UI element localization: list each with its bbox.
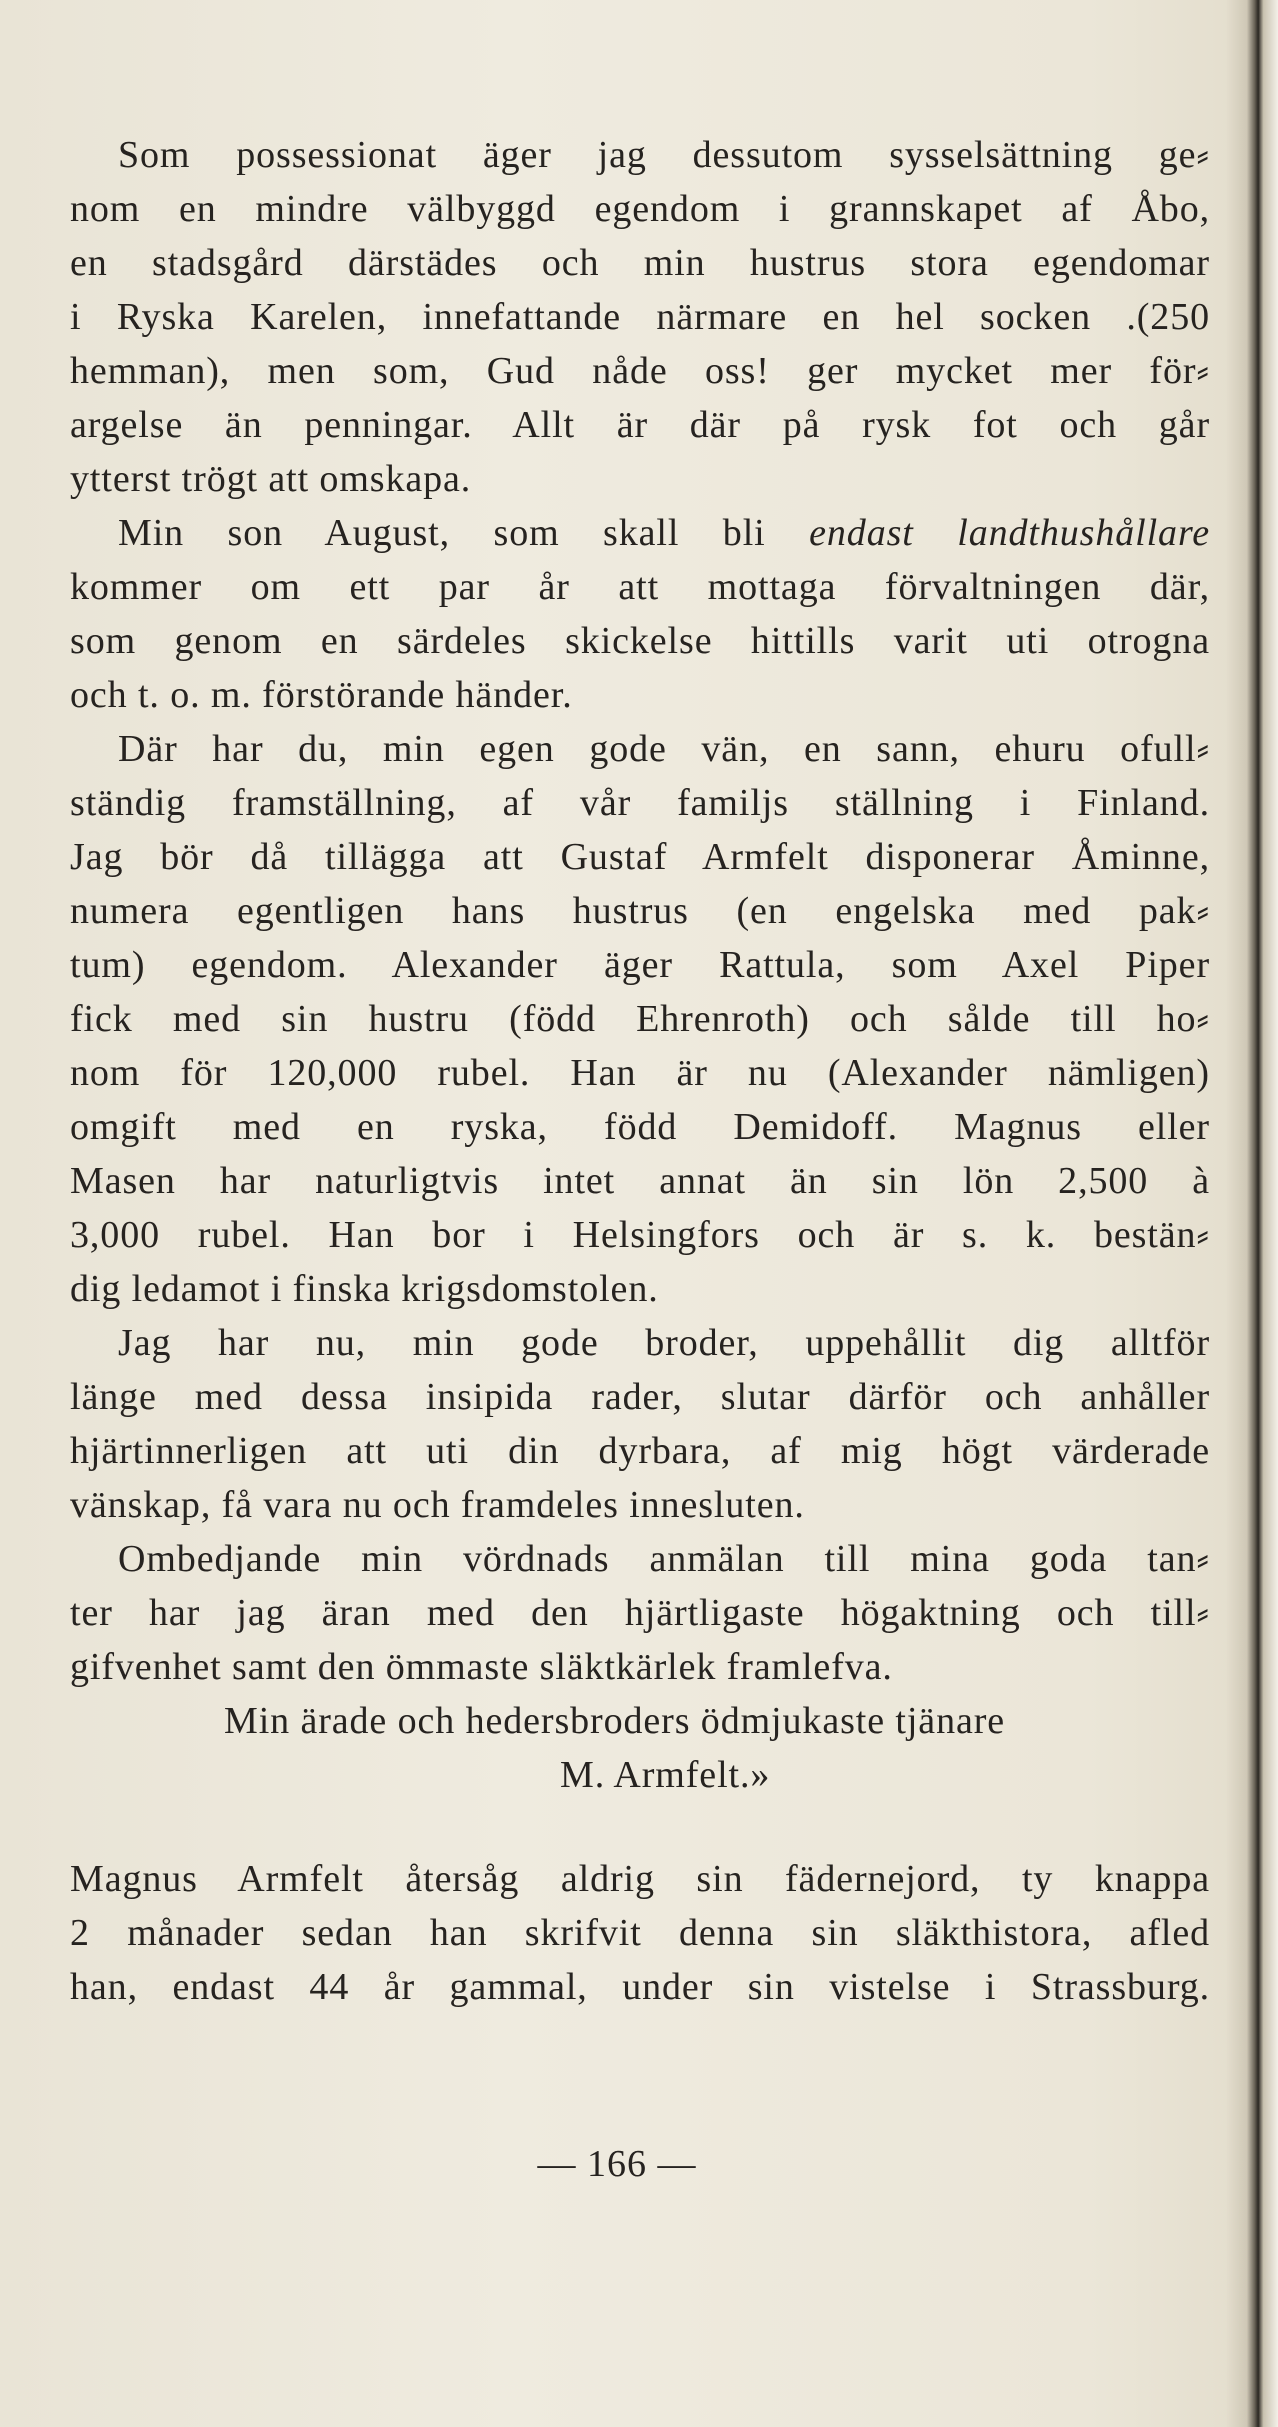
text-line: och t. o. m. förstörande händer. <box>70 674 573 716</box>
page-number-text: — 166 — <box>537 2143 697 2185</box>
text-line: han, endast 44 år gammal, under sin vistelse i Strassburg. <box>70 1966 1210 2008</box>
text-line: 3,000 rubel. Han bor i Helsingfors och är s. k. bestän⸗ <box>70 1214 1210 1256</box>
closing-salutation: Min ärade och hedersbroders ödmjukaste tjänare <box>224 1700 1006 1742</box>
text-line: numera egentligen hans hustrus (en engelska med pak⸗ <box>70 890 1210 932</box>
paragraph-4 <box>70 1316 1210 1532</box>
text-line: kommer om ett par år att mottaga förvaltningen där, <box>70 566 1210 608</box>
text-line: Magnus Armfelt återsåg aldrig sin fädernejord, ty knappa <box>70 1858 1210 1900</box>
paragraph-3 <box>70 722 1210 1316</box>
emphasis-text: endast landthushållare <box>809 512 1210 554</box>
text-line: i Ryska Karelen, innefattande närmare en hel socken .(250 <box>70 296 1210 338</box>
text-line: tum) egendom. Alexander äger Rattula, som Axel Piper <box>70 944 1210 986</box>
epilogue-paragraph <box>70 1852 1210 2014</box>
text-line: en stadsgård därstädes och min hustrus stora egendomar <box>70 242 1210 284</box>
text-line: argelse än penningar. Allt är där på rysk fot och går <box>70 404 1210 446</box>
text-line: vänskap, få vara nu och framdeles innesluten. <box>70 1484 805 1526</box>
text-line: Ombedjande min vördnads anmälan till mina goda tan⸗ <box>118 1538 1210 1580</box>
text-line: ter har jag äran med den hjärtligaste högaktning och till⸗ <box>70 1592 1210 1634</box>
text-line: ytterst trögt att omskapa. <box>70 458 472 500</box>
paragraph-5 <box>70 1532 1210 1694</box>
text-line: Som possessionat äger jag dessutom sysselsättning ge⸗ <box>118 134 1210 176</box>
signature: M. Armfelt.» <box>560 1754 771 1796</box>
text-line: Min son August, som skall bli endast landthushållare <box>118 512 1210 554</box>
text-line: omgift med en ryska, född Demidoff. Magnus eller <box>70 1106 1210 1148</box>
section-gap <box>70 1802 1210 1852</box>
text-line: 2 månader sedan han skrifvit denna sin släkthistora, afled <box>70 1912 1210 1954</box>
letter-closing <box>70 1694 1210 1802</box>
text-line: nom för 120,000 rubel. Han är nu (Alexander nämligen) <box>70 1052 1210 1094</box>
paragraph-2 <box>70 506 1210 722</box>
text-line: Där har du, min egen gode vän, en sann, ehuru ofull⸗ <box>118 728 1210 770</box>
text-line: Jag bör då tillägga att Gustaf Armfelt disponerar Åminne, <box>70 836 1210 878</box>
text-line: gifvenhet samt den ömmaste släktkärlek framlefva. <box>70 1646 893 1688</box>
text-line: dig ledamot i finska krigsdomstolen. <box>70 1268 659 1310</box>
page-number <box>0 2142 1278 2186</box>
text-line: hjärtinnerligen att uti din dyrbara, af mig högt värderade <box>70 1430 1210 1472</box>
text-line: fick med sin hustru (född Ehrenroth) och sålde till ho⸗ <box>70 998 1210 1040</box>
text-line: länge med dessa insipida rader, slutar därför och anhåller <box>70 1376 1210 1418</box>
paragraph-1 <box>70 128 1210 506</box>
text-line: Jag har nu, min gode broder, uppehållit dig alltför <box>118 1322 1210 1364</box>
letter-text <box>70 128 1210 2014</box>
text-line: nom en mindre välbyggd egendom i grannskapet af Åbo, <box>70 188 1210 230</box>
page-binding-edge <box>1226 0 1278 2427</box>
text-line: som genom en särdeles skickelse hittills varit uti otrogna <box>70 620 1210 662</box>
text-line: ständig framställning, af vår familjs ställning i Finland. <box>70 782 1210 824</box>
text-line: hemman), men som, Gud nåde oss! ger mycket mer för⸗ <box>70 350 1210 392</box>
text-line: Masen har naturligtvis intet annat än sin lön 2,500 à <box>70 1160 1210 1202</box>
